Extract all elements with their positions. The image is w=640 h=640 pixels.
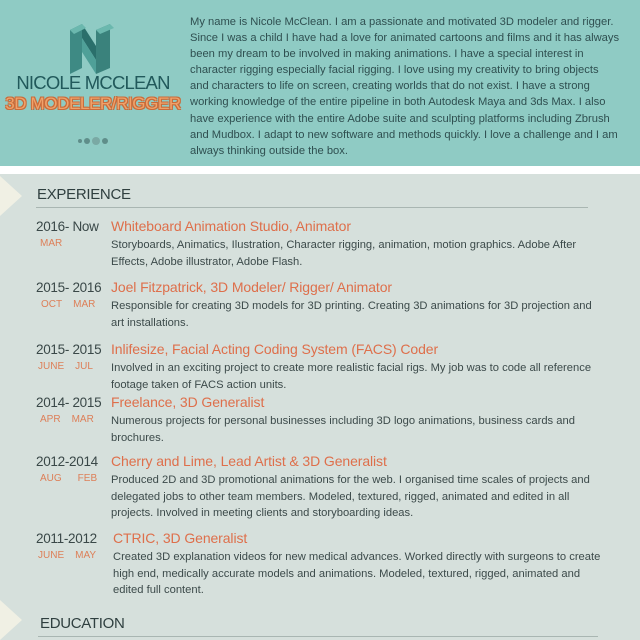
entry-title: Joel Fitzpatrick, 3D Modeler/ Rigger/ Animator <box>111 279 392 295</box>
entry-month-start: JUNE <box>38 550 65 561</box>
entry-years: 2016- Now <box>36 219 99 234</box>
candidate-name: NICOLE MCCLEAN <box>16 72 170 93</box>
entry-month-start: AUG <box>40 473 62 484</box>
entry-description: Responsible for creating 3D models for 3D printing. Creating 3D animations for 3D projection and art installations. <box>111 300 592 329</box>
entry-years: 2011-2012 <box>36 531 97 546</box>
entry-month-end: MAY <box>75 550 97 561</box>
entry-title: Inlifesize, Facial Acting Coding System (FACS) Coder <box>111 341 439 357</box>
entry-months <box>38 414 94 425</box>
experience-heading: EXPERIENCE <box>37 186 131 203</box>
entry-month-start: JUNE <box>38 361 65 372</box>
header-banner <box>0 0 640 166</box>
decorative-triangle <box>0 600 22 640</box>
divider-stripe <box>0 166 640 174</box>
candidate-role: 3D MODELER/RIGGER <box>5 94 181 113</box>
entry-title: CTRIC, 3D Generalist <box>113 530 248 546</box>
entry-title: Freelance, 3D Generalist <box>111 394 265 410</box>
entry-month-end: MAR <box>73 299 96 310</box>
entry-month-end: FEB <box>77 473 98 484</box>
entry-description: Storyboards, Animatics, Ilustration, Character rigging, animation, motion graphics. Adobe After Effects, Adobe illustrator, Adobe Flash. <box>111 239 577 268</box>
entry-months <box>38 299 95 310</box>
entry-months <box>38 473 97 484</box>
resume-body <box>0 174 640 640</box>
entry-months <box>38 238 73 249</box>
entry-description: Produced 2D and 3D promotional animations for the web. I organised time scales of projects and delegated jobs to other team members. Modeled, textured, rigged, animated and edited in all projects. Involved in meeting clients and storyboarding ideas. <box>111 474 590 519</box>
education-rule <box>38 636 598 637</box>
entry-years: 2015- 2016 <box>36 280 102 295</box>
entry-month-start: MAR <box>40 238 63 249</box>
entry-description: Numerous projects for personal businesses including 3D logo animations, business cards and brochures. <box>111 415 575 444</box>
entry-month-start: OCT <box>41 299 63 310</box>
entry-months <box>38 361 93 372</box>
entry-years: 2015- 2015 <box>36 342 102 357</box>
decorative-dots-icon <box>78 132 110 142</box>
entry-years: 2014- 2015 <box>36 395 102 410</box>
entry-title: Cherry and Lime, Lead Artist & 3D Generalist <box>111 453 387 469</box>
entry-month-end: JUL <box>75 361 93 372</box>
decorative-triangle <box>0 176 22 216</box>
education-heading: EDUCATION <box>40 615 125 632</box>
n-monogram-logo-icon <box>66 24 114 74</box>
entry-month-start: APR <box>40 414 61 425</box>
entry-description: Created 3D explanation videos for new medical advances. Worked directly with surgeons to create high end, medically accurate models and animations. Modeled, textured, rigged, animated and edited full content. <box>113 551 601 596</box>
entry-months <box>38 550 96 561</box>
experience-rule <box>36 207 588 208</box>
entry-years: 2012-2014 <box>36 454 98 469</box>
entry-month-end: MAR <box>71 414 94 425</box>
bio-paragraph: My name is Nicole McClean. I am a passionate and motivated 3D modeler and rigger. Since I was a child I have had a love for animated cartoons and films and it has always been my dream to be involved in making animations. I have a special interest in character rigging especially facial rigging. I love using my creativity to bring objects and characters to life on screen, creating worlds that do not exist. I have a strong working knowledge of the entire pipeline in both Autodesk Maya and 3ds Max. I also have experience with the entire Adobe suite and sculpting platforms including Zbrush and Mudbox. I adapt to new software and methods quickly. I love a challenge and I am always thinking outside the box. <box>190 16 620 157</box>
entry-description: Involved in an exciting project to create more realistic facial rigs. My job was to code all reference footage taken of FACS action units. <box>111 362 592 391</box>
entry-title: Whiteboard Animation Studio, Animator <box>111 218 351 234</box>
